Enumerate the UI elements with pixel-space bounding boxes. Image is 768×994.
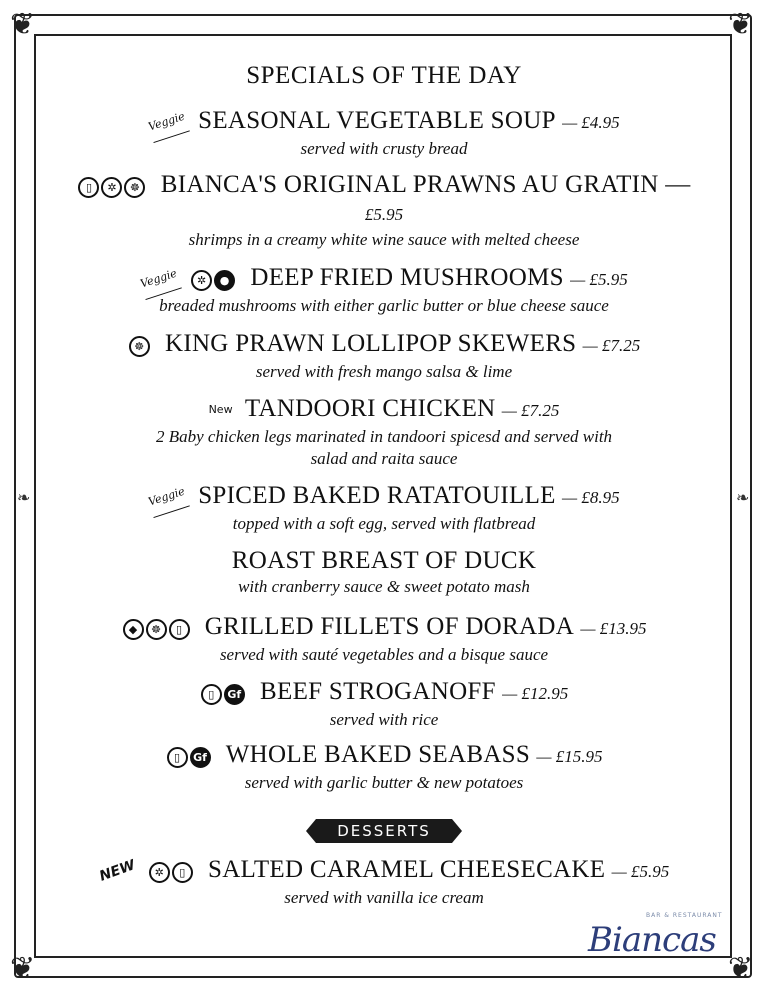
dessert-item — [0, 855, 768, 909]
veggie-tag: Veggie — [136, 259, 181, 300]
allergen-icons — [166, 741, 212, 771]
desserts-banner: DESSERTS — [316, 819, 452, 843]
item-description: served with rice — [329, 710, 439, 729]
wheat-icon: ✲ — [149, 862, 170, 883]
fish-icon: ◆ — [123, 619, 144, 640]
corner-ornament-icon: ❦ — [728, 951, 754, 986]
menu-item — [0, 329, 768, 383]
menu-item — [0, 677, 768, 731]
item-name: ROAST BREAST OF DUCK — [231, 547, 537, 574]
item-description: breaded mushrooms with either garlic butter or blue cheese sauce — [159, 296, 609, 315]
logo-name: Biancas — [588, 920, 716, 960]
item-name: GRILLED FILLETS OF DORADA — [204, 613, 575, 640]
biancas-logo — [588, 912, 738, 962]
item-name: SALTED CARAMEL CHEESECAKE — [208, 856, 606, 883]
item-description: with cranberry sauce & sweet potato mash — [238, 577, 530, 596]
crab-icon: ☸ — [124, 177, 145, 198]
gluten-free-icon: Gf — [190, 747, 211, 768]
item-price: — £15.95 — [536, 747, 603, 766]
item-price: — £5.95 — [570, 270, 628, 289]
menu-item — [0, 106, 768, 160]
crab-icon: ☸ — [129, 336, 150, 357]
menu-item — [0, 263, 768, 317]
menu-title: SPECIALS OF THE DAY — [246, 62, 522, 89]
item-price: — £13.95 — [580, 619, 647, 638]
crab-icon: ☸ — [146, 619, 167, 640]
corner-ornament-icon: ❦ — [10, 7, 36, 42]
item-price: — £5.95 — [611, 862, 670, 881]
menu-item — [0, 546, 768, 598]
item-description: served with sauté vegetables and a bisque sauce — [219, 645, 549, 664]
allergen-icons — [148, 856, 194, 886]
new-tag: New — [208, 403, 233, 417]
allergen-icons — [122, 613, 191, 643]
allergen-icons — [190, 264, 236, 294]
bottle-icon: ▯ — [172, 862, 193, 883]
veggie-tag: Veggie — [145, 477, 190, 518]
item-description: 2 Baby chicken legs marinated in tandoori spicesd and served with — [155, 427, 613, 446]
item-description: served with fresh mango salsa & lime — [255, 362, 513, 381]
menu-item — [0, 612, 768, 666]
allergen-icons — [200, 678, 246, 708]
bottle-icon: ▯ — [78, 177, 99, 198]
gluten-free-icon: Gf — [224, 684, 245, 705]
menu-item — [0, 740, 768, 794]
menu-item — [0, 170, 768, 251]
bottle-icon: ▯ — [167, 747, 188, 768]
item-price: £5.95 — [364, 205, 404, 225]
item-price: — £8.95 — [561, 488, 620, 507]
corner-ornament-icon: ❦ — [10, 951, 36, 986]
item-name: SPICED BAKED RATATOUILLE — [198, 482, 556, 509]
item-name: WHOLE BAKED SEABASS — [225, 741, 531, 768]
menu-item — [0, 481, 768, 535]
item-price: — £12.95 — [502, 684, 569, 703]
item-description: served with vanilla ice cream — [284, 888, 484, 907]
item-name: BIANCA'S ORIGINAL PRAWNS AU GRATIN — — [160, 171, 691, 198]
item-description: served with garlic butter & new potatoes — [244, 773, 524, 792]
item-price: — £7.25 — [582, 336, 641, 355]
item-price: — £4.95 — [562, 113, 620, 132]
item-description: topped with a soft egg, served with flatbread — [232, 514, 536, 533]
bottle-icon: ▯ — [201, 684, 222, 705]
new-tag: NEW — [97, 857, 138, 886]
egg-icon: ● — [214, 270, 235, 291]
allergen-icons — [128, 330, 151, 360]
side-ornament-icon: ❧ — [17, 488, 31, 507]
item-name: SEASONAL VEGETABLE SOUP — [198, 107, 556, 134]
item-description-line2: salad and raita sauce — [310, 449, 458, 468]
item-name: KING PRAWN LOLLIPOP SKEWERS — [164, 330, 577, 357]
item-name: TANDOORI CHICKEN — [244, 395, 496, 422]
item-description: shrimps in a creamy white wine sauce with melted cheese — [188, 230, 580, 250]
side-ornament-icon: ❧ — [736, 488, 750, 507]
item-name: BEEF STROGANOFF — [260, 678, 496, 705]
logo-subtitle: BAR & RESTAURANT — [646, 912, 723, 919]
item-description: served with crusty bread — [300, 139, 468, 158]
bottle-icon: ▯ — [169, 619, 190, 640]
allergen-icons — [77, 171, 146, 201]
item-name: DEEP FRIED MUSHROOMS — [250, 264, 564, 291]
corner-ornament-icon: ❦ — [728, 7, 754, 42]
menu-item — [0, 394, 768, 470]
item-price: — £7.25 — [501, 401, 560, 420]
wheat-icon: ✲ — [101, 177, 122, 198]
wheat-icon: ✲ — [191, 270, 212, 291]
veggie-tag: Veggie — [144, 102, 189, 143]
